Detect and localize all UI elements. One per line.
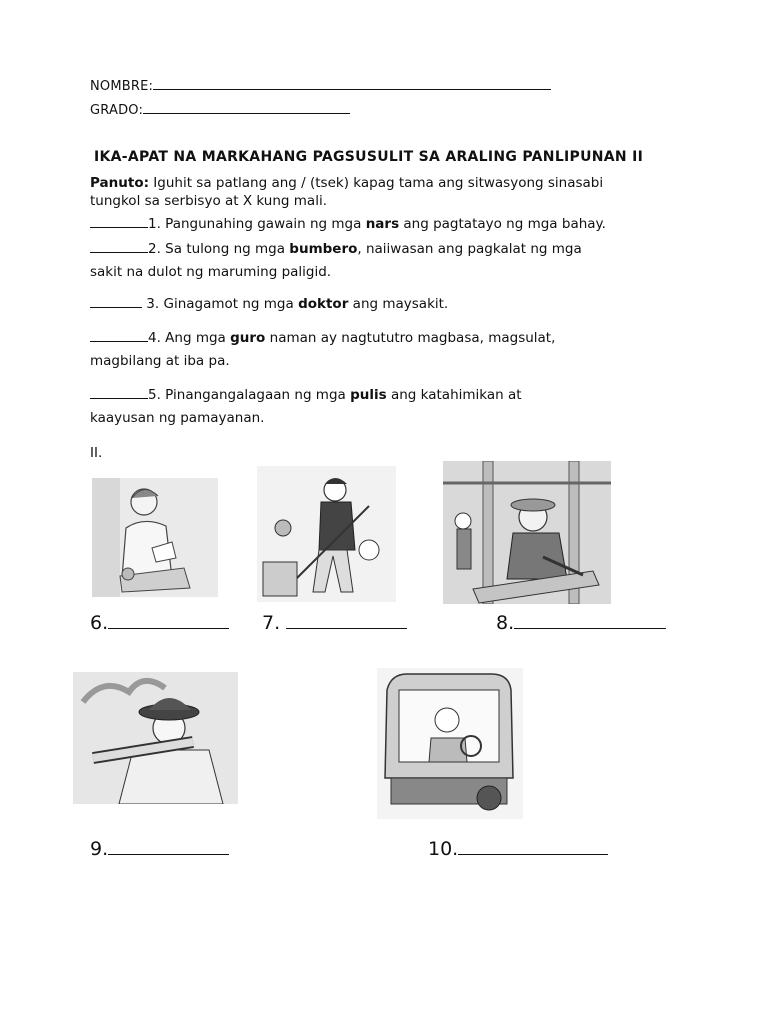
name-field[interactable] bbox=[90, 77, 551, 94]
question-item-5 bbox=[90, 384, 730, 430]
answer-9[interactable] bbox=[90, 838, 229, 860]
answer-blank-1[interactable] bbox=[90, 215, 148, 228]
item-text: Sa tulong ng mga bbox=[160, 241, 290, 257]
grade-field[interactable] bbox=[90, 101, 350, 118]
item-number: 4. bbox=[148, 330, 161, 346]
item-keyword: guro bbox=[230, 330, 266, 346]
answer-blank-3[interactable] bbox=[90, 295, 142, 308]
item-keyword: doktor bbox=[298, 296, 349, 312]
section-2-label: II. bbox=[90, 445, 103, 461]
item-keyword: pulis bbox=[350, 387, 387, 403]
item-number: 1. bbox=[148, 216, 161, 232]
question-item-2 bbox=[90, 238, 730, 284]
answer-number: 10. bbox=[428, 838, 459, 860]
instructions-line-2: tungkol sa serbisyo at X kung mali. bbox=[90, 193, 327, 209]
answer-line[interactable] bbox=[108, 840, 229, 855]
answer-number: 6. bbox=[90, 612, 109, 634]
item-text: Pangunahing gawain ng mga bbox=[160, 216, 366, 232]
carpenter-illustration bbox=[443, 461, 611, 604]
question-item-3 bbox=[90, 293, 730, 316]
answer-blank-4[interactable] bbox=[90, 329, 148, 342]
teacher-illustration bbox=[92, 478, 218, 597]
item-keyword: nars bbox=[365, 216, 400, 232]
instructions-label: Panuto: bbox=[90, 175, 149, 191]
answer-line[interactable] bbox=[286, 614, 407, 629]
item-continuation: kaayusan ng pamayanan. bbox=[90, 410, 265, 426]
name-label: NOMBRE: bbox=[90, 79, 154, 94]
item-text: ang maysakit. bbox=[348, 296, 449, 312]
item-text: ang katahimikan at bbox=[386, 387, 522, 403]
item-text: Ang mga bbox=[160, 330, 231, 346]
grade-label: GRADO: bbox=[90, 103, 144, 118]
item-number: 5. bbox=[148, 387, 161, 403]
answer-line[interactable] bbox=[458, 840, 608, 855]
firefighter-illustration bbox=[73, 672, 238, 804]
answer-line[interactable] bbox=[108, 614, 229, 629]
item-text: Ginagamot ng mga bbox=[159, 296, 299, 312]
item-keyword: bumbero bbox=[289, 241, 358, 257]
street-sweeper-illustration bbox=[257, 466, 396, 602]
instructions bbox=[90, 174, 730, 210]
driver-illustration bbox=[377, 668, 523, 819]
answer-10[interactable] bbox=[428, 838, 608, 860]
item-text: naman ay nagtututro magbasa, magsulat, bbox=[265, 330, 556, 346]
item-continuation: sakit na dulot ng maruming paligid. bbox=[90, 264, 332, 280]
item-number: 3. bbox=[146, 296, 160, 312]
answer-blank-5[interactable] bbox=[90, 386, 148, 399]
item-text: , naiiwasan ang pagkalat ng mga bbox=[357, 241, 582, 257]
page-title: IKA-APAT NA MARKAHANG PAGSUSULIT SA ARALING PANLIPUNAN II bbox=[94, 149, 644, 165]
instructions-line-1: Iguhit sa patlang ang / (tsek) kapag tama ang sitwasyong sinasabi bbox=[149, 175, 604, 191]
grade-blank-line[interactable] bbox=[143, 101, 350, 114]
item-text: Pinangangalagaan ng mga bbox=[160, 387, 351, 403]
answer-8[interactable] bbox=[496, 612, 666, 634]
answer-blank-2[interactable] bbox=[90, 240, 148, 253]
answer-6[interactable] bbox=[90, 612, 229, 634]
answer-number: 9. bbox=[90, 838, 109, 860]
question-item-1 bbox=[90, 213, 730, 236]
question-item-4 bbox=[90, 327, 730, 373]
answer-number: 8. bbox=[496, 612, 515, 634]
answer-line[interactable] bbox=[514, 614, 666, 629]
name-blank-line[interactable] bbox=[153, 77, 551, 90]
item-continuation: magbilang at iba pa. bbox=[90, 353, 230, 369]
answer-7[interactable] bbox=[262, 612, 407, 634]
item-text: ang pagtatayo ng mga bahay. bbox=[399, 216, 606, 232]
item-number: 2. bbox=[148, 241, 161, 257]
answer-number: 7. bbox=[262, 612, 287, 634]
